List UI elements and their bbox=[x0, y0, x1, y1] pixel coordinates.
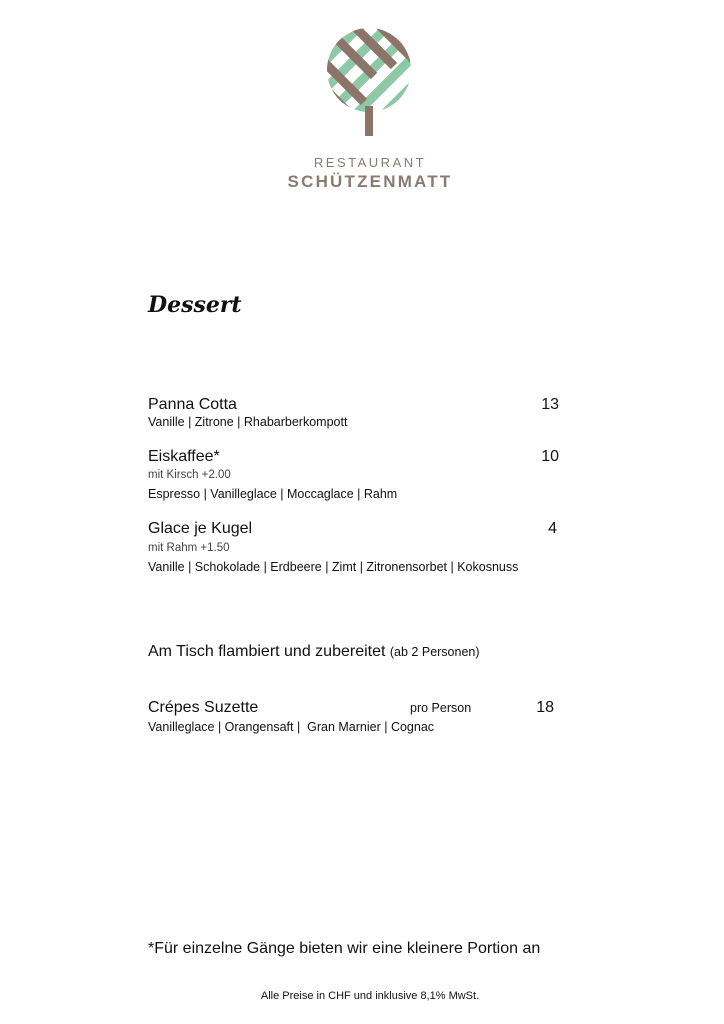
menu-item-name: Panna Cotta bbox=[148, 396, 237, 413]
menu-item-name: Glace je Kugel bbox=[148, 520, 253, 537]
menu-item-description: Vanille | Zitrone | Rhabarberkompott bbox=[148, 415, 348, 429]
menu-item-description: Vanilleglace | Orangensaft | Gran Marnier | Cognac bbox=[148, 720, 435, 734]
menu-item-description: Vanille | Schokolade | Erdbeere | Zimt | Zitronensorbet | Kokosnuss bbox=[148, 560, 519, 574]
menu-item-extra: mit Rahm +1.50 bbox=[148, 542, 230, 554]
portion-note: *Für einzelne Gänge bieten wir eine kleinere Portion an bbox=[148, 940, 541, 957]
flambe-heading-text: Am Tisch flambiert und zubereitet bbox=[148, 643, 386, 660]
menu-item-name: Crépes Suzette bbox=[148, 699, 259, 716]
brand-line-restaurant: RESTAURANT bbox=[313, 155, 427, 170]
brand-line-name: SCHÜTZENMATT bbox=[287, 172, 453, 191]
section-title: Dessert bbox=[148, 292, 242, 318]
price-footer: Alle Preise in CHF und inklusive 8,1% MwSt. bbox=[260, 990, 480, 1002]
flambe-heading-note: (ab 2 Personen) bbox=[389, 645, 480, 659]
flambe-heading bbox=[148, 643, 480, 661]
menu-item-unit: pro Person bbox=[410, 701, 472, 715]
logo-trunk bbox=[365, 106, 373, 136]
menu-item-price: 10 bbox=[541, 448, 559, 465]
menu-item-extra: mit Kirsch +2.00 bbox=[148, 469, 231, 481]
menu-item-price: 4 bbox=[548, 520, 557, 537]
restaurant-logo bbox=[314, 26, 424, 138]
menu-item-name: Eiskaffee* bbox=[148, 448, 220, 465]
menu-item-description: Espresso | Vanilleglace | Moccaglace | Rahm bbox=[148, 487, 398, 501]
menu-item-price: 13 bbox=[541, 396, 559, 413]
menu-item-price: 18 bbox=[536, 699, 554, 716]
